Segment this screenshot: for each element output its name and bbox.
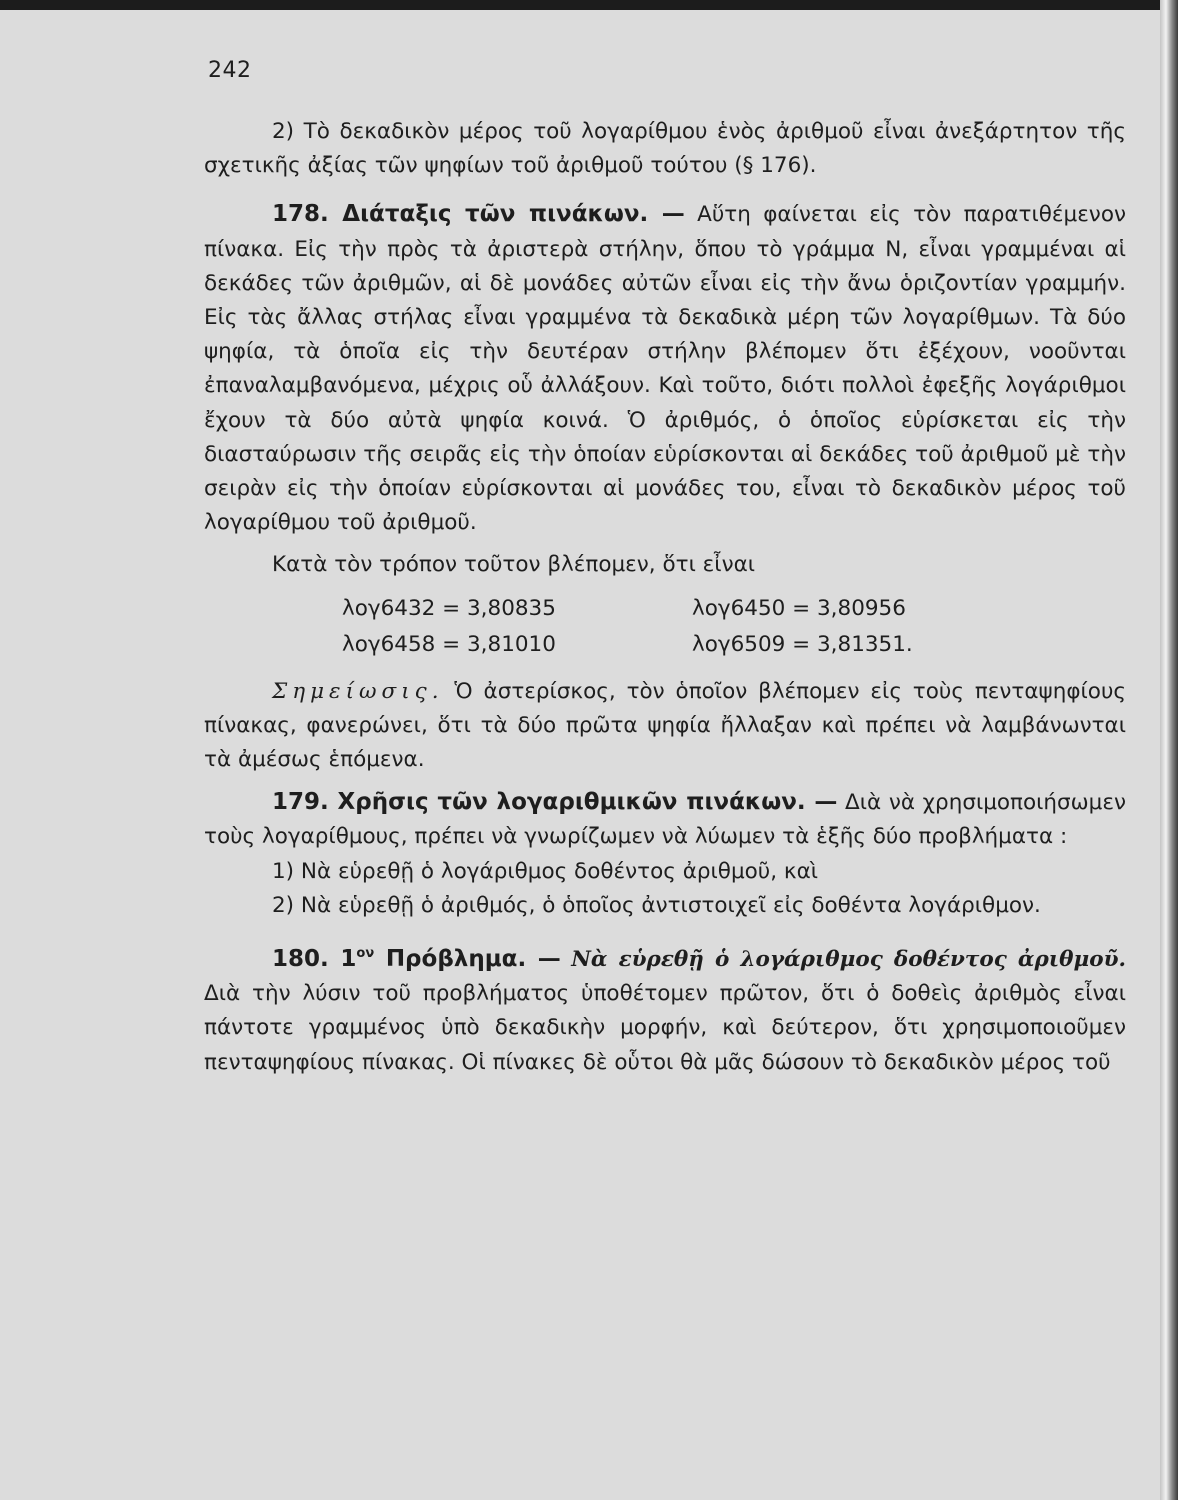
section-180-ordinal: ον: [356, 946, 375, 962]
note-heading: Σημείωσις.: [272, 678, 444, 704]
formula-log6450: λογ6450 = 3,80956: [692, 595, 906, 621]
section-180-heading: [272, 946, 561, 972]
problem-1: 1) Νὰ εὑρεθῇ ὁ λογάριθμος δοθέντος ἀριθμοῦ, καὶ: [272, 858, 819, 884]
paragraph-property-2: 2) Τὸ δεκαδικὸν μέρος τοῦ λογαρίθμου ἑνὸς ἀριθμοῦ εἶναι ἀνεξάρτητον τῆς σχετικῆς ἀξίας τῶν ψηφίων τοῦ ἀριθμοῦ τούτου (§ 176).: [204, 119, 1126, 179]
book-spine-edge: [1160, 0, 1178, 1500]
section-178-body: Αὕτη φαίνεται εἰς τὸν παρατιθέμενον πίνακα. Εἰς τὴν πρὸς τὰ ἀριστερὰ στήλην, ὅπου τὸ γράμμα Ν, εἶναι γραμμέναι αἱ δεκάδες τῶν ἀριθμῶν, αἱ δὲ μονάδες αὐτῶν εἶναι εἰς τὴν ἄνω ὁριζοντίαν γραμμήν. Εἰς τὰς ἄλλας στήλας εἶναι γραμμένα τὰ δεκαδικὰ μέρη τῶν λογαρίθμων. Τὰ δύο ψηφία, τὰ ὁποῖα εἰς τὴν δευτέραν στήλην βλέπομεν ὅτι ἐξέχουν, νοοῦνται ἐπαναλαμβανόμενα, μέχρις οὗ ἀλλάξουν. Καὶ τοῦτο, διότι πολλοὶ ἐφεξῆς λογάριθμοι ἔχουν τὰ δύο αὐτὰ ψηφία κοινά. Ὁ ἀριθμός, ὁ ὁποῖος εὑρίσκεται εἰς τὴν διασταύρωσιν τῆς σειρᾶς εἰς τὴν ὁποίαν εὑρίσκονται αἱ δεκάδες τοῦ ἀριθμοῦ μὲ τὴν σειρὰν εἰς τὴν ὁποίαν εὑρίσκονται αἱ μονάδες του, εἶναι τὸ δεκαδικὸν μέρος τοῦ λογαρίθμου τοῦ ἀριθμοῦ.: [204, 202, 1126, 536]
formula-log6432: λογ6432 = 3,80835: [342, 595, 556, 621]
page-text: [204, 115, 1126, 1080]
section-179-heading: 179. Χρῆσις τῶν λογαριθμικῶν πινάκων. —: [272, 789, 838, 816]
section-180-body: Διὰ τὴν λύσιν τοῦ προβλήματος ὑποθέτομεν πρῶτον, ὅτι ὁ δοθεὶς ἀριθμὸς εἶναι πάντοτε γραμμένος ὑπὸ δεκαδικὴν μορφήν, καὶ δεύτερον, ὅτι χρησιμοποιοῦμεν πενταψηφίους πίνακας. Οἱ πίνακες δὲ οὗτοι θὰ μᾶς δώσουν τὸ δεκαδικὸν μέρος τοῦ: [204, 981, 1126, 1075]
formula-log6509: λογ6509 = 3,81351.: [692, 631, 913, 657]
section-178-heading: 178. Διάταξις τῶν πινάκων. —: [272, 201, 685, 228]
section-180: [204, 937, 1126, 1080]
formula-intro: Κατὰ τὸν τρόπον τοῦτον βλέπομεν, ὅτι εἶναι: [272, 552, 756, 578]
formula-grid: [342, 593, 1126, 661]
section-180-number: 180. 1: [272, 946, 357, 973]
section-178: [204, 197, 1126, 540]
section-179-body: Διὰ νὰ χρησιμοποιήσωμεν τοὺς λογαρίθμους, πρέπει νὰ γνωρίζωμεν νὰ λύωμεν τὰ ἑξῆς δύο προβλήματα :: [204, 790, 1126, 850]
section-180-word: Πρόβλημα. —: [374, 946, 561, 973]
section-180-title: Νὰ εὑρεθῇ ὁ λογάριθμος δοθέντος ἀριθμοῦ.: [571, 947, 1126, 973]
note-paragraph: [204, 675, 1126, 778]
scan-top-edge: [0, 0, 1178, 10]
formula-log6458: λογ6458 = 3,81010: [342, 631, 556, 657]
problem-2: 2) Νὰ εὑρεθῇ ὁ ἀριθμός, ὁ ὁποῖος ἀντιστοιχεῖ εἰς δοθέντα λογάριθμον.: [272, 892, 1041, 918]
page-number: 242: [208, 58, 252, 83]
note-body: Ὁ ἀστερίσκος, τὸν ὁποῖον βλέπομεν εἰς τοὺς πενταψηφίους πίνακας, φανερώνει, ὅτι τὰ δύο πρῶτα ψηφία ἤλλαξαν καὶ πρέπει νὰ λαμβάνωνται τὰ ἀμέσως ἑπόμενα.: [204, 678, 1126, 773]
section-179: [204, 785, 1126, 854]
